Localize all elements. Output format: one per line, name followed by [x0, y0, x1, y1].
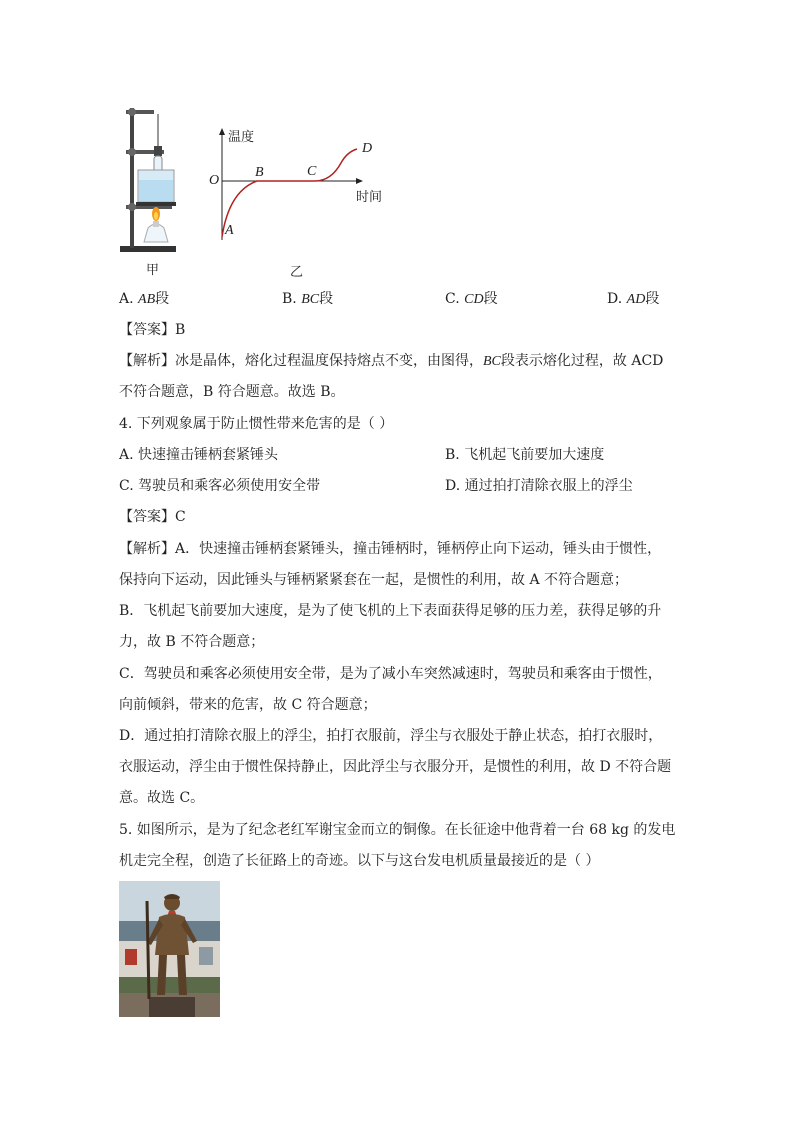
q3-option-b: B. BC段: [282, 291, 334, 307]
q4-analysis-line-6: 向前倾斜，带来的危害，故 C 符合题意；: [119, 697, 377, 713]
q4-option-c: C. 驾驶员和乘客必须使用安全带: [119, 478, 321, 494]
q4-analysis-line-8: 衣服运动，浮尘由于惯性保持静止，因此浮尘与衣服分开，是惯性的利用，故 D 不符合题: [119, 759, 672, 775]
graph-x-axis-label: 时间: [356, 189, 383, 204]
q3-analysis-line-2: 不符合题意，B 符合题意。故选 B。: [119, 384, 345, 400]
graph-point-a-label: A: [225, 223, 234, 238]
graph-point-b-label: B: [255, 165, 264, 180]
q4-option-d: D. 通过拍打清除衣服上的浮尘: [445, 478, 633, 494]
apparatus-figure: [118, 102, 180, 254]
q4-analysis-line-5: C．驾驶员和乘客必须使用安全带，是为了减小车突然减速时，驾驶员和乘客由于惯性，: [119, 666, 662, 682]
q5-stem-line-2: 机走完全程，创造了长征路上的奇迹。以下与这台发电机质量最接近的是（ ）: [119, 853, 600, 869]
q4-analysis-line-9: 意。故选 C。: [119, 790, 205, 806]
q3-answer: 【答案】B: [119, 322, 186, 338]
graph-y-axis-label: 温度: [228, 129, 255, 144]
q4-stem: 4. 下列观象属于防止惯性带来危害的是（ ）: [119, 416, 394, 432]
q3-option-a: A. AB段: [119, 291, 170, 307]
q4-analysis-line-3: B．飞机起飞前要加大速度，是为了使飞机的上下表面获得足够的压力差，获得足够的升: [119, 603, 662, 619]
q3-analysis-line-1: 【解析】冰是晶体，熔化过程温度保持熔点不变，由图得，BC段表示熔化过程，故 ACD: [119, 353, 664, 369]
q4-analysis-line-7: D．通过拍打清除衣服上的浮尘，拍打衣服前，浮尘与衣服处于静止状态，拍打衣服时，: [119, 728, 663, 744]
q5-stem-line-1: 5. 如图所示，是为了纪念老红军谢宝金而立的铜像。在长征途中他背着一台 68 kg 的发电: [119, 822, 676, 838]
bronze-statue-photo: [119, 881, 220, 1017]
q3-option-c: C. CD段: [445, 291, 498, 307]
figure-label-yi: 乙: [290, 265, 304, 280]
graph-origin-label: O: [209, 173, 220, 188]
q4-analysis-line-2: 保持向下运动，因此锤头与锤柄紧紧套在一起，是惯性的利用，故 A 不符合题意；: [119, 572, 629, 588]
q4-answer: 【答案】C: [119, 509, 186, 525]
q4-option-a: A. 快速撞击锤柄套紧锤头: [119, 447, 279, 463]
figure-label-jia: 甲: [146, 263, 160, 278]
q4-option-b: B. 飞机起飞前要加大速度: [445, 447, 605, 463]
graph-point-c-label: C: [307, 164, 317, 179]
q4-analysis-line-4: 力，故 B 不符合题意；: [119, 634, 265, 650]
q3-option-d: D. AD段: [607, 291, 660, 307]
q4-analysis-line-1: 【解析】A．快速撞击锤柄套紧锤头，撞击锤柄时，锤柄停止向下运动，锤头由于惯性，: [119, 541, 662, 557]
graph-point-d-label: D: [362, 141, 373, 156]
